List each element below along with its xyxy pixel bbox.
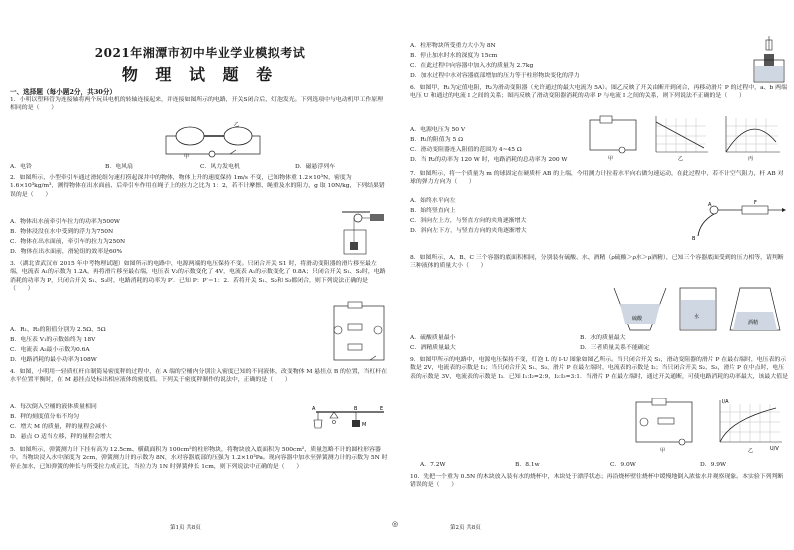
q1-option-d: D．磁悬浮列车 (295, 164, 336, 170)
q4-option-d: D．悬点 O 适当左移，秤的量程会增大 (10, 434, 112, 440)
q3-option-c: C．电流表 A₂最小示数为0.6A (10, 347, 90, 353)
exam-subtitle: 物 理 试 题 卷 (121, 65, 279, 84)
q1-option-b: B．电风扇 (105, 164, 133, 170)
q7-option-b: B．始终竖直向上 (410, 208, 456, 214)
question-1-text: 1．小明以塑料管为连接轴将两个玩具电机的转轴连接起来，并连接如图所示的电路，开关S闭合后，灯泡发光。下列选项中与电动机甲工作原理相同的是（ ） (10, 97, 384, 112)
question-8-text: 8．如图所示，A、B、C 三个容器的底面积相同，分别装有硫酸、水、酒精（ρ硫酸＞ρ水＞ρ酒精），已知三个容器底面受到的压力相等，请判断三种液体的质量大小（ ） (410, 255, 784, 270)
q6-option-d: D．当 R₂的功率为 120 W 时，电路消耗的总功率为 200 W (410, 157, 568, 163)
q3-option-d: D．电路消耗的最小功率为108W (10, 357, 97, 363)
question-5-figure (750, 36, 788, 84)
figure-label-jia: 甲 (184, 154, 190, 160)
q9-option-b: B．8.1w (515, 462, 540, 468)
q6-option-c: C．滑动变阻器连入阻值的范围为 4~45 Ω (410, 147, 522, 153)
q2-option-c: C．物体在出水面前，牵引车的拉力为250N (10, 239, 126, 245)
q9-option-c: C．9.0W (610, 462, 636, 468)
question-9-text: 9．如图甲所示的电路中，电源电压保持不变，灯泡 L 的 I-U 图象如图乙所示。当只闭合开关 S₁，滑动变阻器的滑片 P 在最右端时，电压表的示数是 2V，电流表的示数是 I₁；当只闭合开关 S₁、S₃，滑片 P 在最左端时，电流表的示数是 I₂；当只闭合开关 S₂、S₃，滑片 P 在中点时，电压表的示数是 3V，电流表的示数是 I₃．已知 I₁:I₂=2:9，I₂:I₃=3:1．当滑片 P 在最左端时，通过开关通断，可使电路消耗的功率最大，该最大值是 (410, 357, 788, 380)
question-10-text: 10．先把一个重为 0.5N 的木块放入装有水的烧杯中，木块处于漂浮状态；再沿烧杯壁往烧杯中缓慢地倒入浓盐水并观察现象。本实验下列判断错误的是（ ） (410, 474, 784, 489)
q2-option-a: A．物体出水前牵引车拉力的功率为500W (10, 219, 120, 225)
question-3-figure (330, 300, 388, 364)
container-label-alcohol: 酒精 (748, 320, 759, 326)
q7-option-c: C．斜向左上方，与竖直方向的夹角逐渐增大 (410, 218, 527, 224)
q7-option-a: A．始终水平向左 (410, 198, 456, 204)
q5-option-c: C．在此过程中向容器中加入水的质量为 2.7kg (410, 63, 534, 69)
figure-label-jia: 甲 (608, 156, 614, 162)
figure-label-jia: 甲 (660, 448, 666, 454)
q2-option-b: B．物体浸没在水中受到的浮力为750N (10, 229, 114, 235)
figure-label-e: E (380, 406, 384, 412)
figure-label-a: A (312, 406, 316, 412)
q9-option-a: A．7.2W (420, 462, 446, 468)
q4-option-c: C．增大 M 的质量，秤的量程会减小 (10, 424, 107, 430)
page-divider-mark: ◎ (392, 520, 399, 528)
q3-option-a: A．R₁、R₃的阻值分别为 2.5Ω、5Ω (10, 327, 106, 333)
q9-option-d: D．9.9W (700, 462, 727, 468)
figure-label-b: B (692, 236, 696, 242)
q5-option-d: D．加水过程中水对容器底部增加的压力等于柱形物块变化的浮力 (410, 73, 580, 79)
left-page (10, 0, 388, 550)
container-label-sulfuric-acid: 硫酸 (632, 316, 643, 322)
q8-option-b: B．水的质量最大 (580, 335, 626, 341)
section-heading: 一、选择题（每小题2分，共30分） (10, 88, 117, 96)
axis-label-i: I/A (722, 399, 729, 405)
q4-option-a: A．每次倒入空桶的液体质量相同 (10, 404, 97, 410)
container-label-water: 水 (694, 314, 700, 320)
q8-option-c: C．酒精质量最大 (410, 345, 456, 351)
question-1-figure (160, 116, 280, 160)
q7-option-d: D．斜向左下方，与竖直方向的夹角逐渐增大 (410, 228, 527, 234)
question-4-figure (310, 404, 388, 434)
figure-label-a: A (708, 202, 712, 208)
figure-label-yi: 乙 (678, 156, 684, 162)
right-page (410, 0, 788, 550)
footer-page-left: 第1页 共8页 (170, 525, 201, 531)
question-7-text: 7．如图所示，将一个质量为 m 的球固定在硬质杆 AB 的上端，今用测力计拉着水平向右做匀速运动，在此过程中，若不计空气阻力，杆 AB 对球的弹力方向为（ ） (410, 171, 784, 186)
q3-option-b: B．电压表 V₁的示数始终为 18V (10, 337, 96, 343)
question-5-text: 5．如图所示，弹簧测力计下挂有高为 12.5cm、横截面积为 100cm²的柱形物块，将物块放入底面积为 500cm²，质量忽略不计的圆柱形容器中。当物块浸入水中深度为 2cm，弹簧测力计的示数为 8N，水对容器底部的压强为 1.2×10³Pa。现向容器中加水至弹簧测力计的示数为 5N 时停止加水，已知弹簧的伸长与所受拉力成正比，当拉力为 1N 时弹簧伸长 1cm，则下列说法中正确的是（ ） (10, 447, 388, 470)
figure-label-yi: 乙 (748, 448, 754, 454)
exam-title: 2021年湘潭市初中毕业学业模拟考试 (94, 46, 306, 60)
q5-option-a: A．柱形物块所受重力大小为 8N (410, 43, 496, 49)
question-7-figure (670, 196, 788, 242)
q8-option-a: A．硫酸质量最小 (410, 335, 456, 341)
q1-option-a: A．电铃 (10, 164, 32, 170)
figure-label-b: B (354, 406, 358, 412)
q6-option-b: B．R₁的阻值为 5 Ω (410, 137, 463, 143)
q4-option-b: B．秤的刻度值分布不均匀 (10, 414, 80, 420)
q6-option-a: A．电源电压为 50 V (410, 127, 466, 133)
figure-label-m: M (362, 422, 367, 428)
question-3-text: 3．（湖北省武汉市 2015 年中考物理试题）如图所示的电路中，电源两端的电压保持不变。只闭合开关 S1 时，将滑动变阻器的滑片移至最左端，电流表 A₁的示数为 1.2A，再将滑片移至最右端，电压表 V₂的示数变化了 4V，电流表 A₁的示数变化了 0.8A；只闭合开关 S₁、S₂时，电路消耗的功率为 P，只闭合开关 S₁、S₃时，电路消耗的功率为 P′．已知 P：P′＝1：2．若将开关 S₁、S₂和 S₃都闭合，则下列说法正确的是（ ） (10, 261, 386, 293)
question-4-text: 4．如图，小明用一轻质杠杆自制简易密度秤的过程中，在 A 端的空桶内分别注入密度已知的不同液体，改变物体 M 悬挂点 B 的位置，当杠杆在水平位置平衡时，在 M 悬挂点处标出相应液体的密度值。下列关于密度秤制作的说法中，正确的是（ ） (10, 369, 388, 384)
figure-label-bing: 丙 (748, 156, 754, 162)
q1-option-c: C．风力发电机 (200, 164, 240, 170)
figure-label-f: F (754, 200, 757, 206)
footer-page-right: 第2页 共8页 (450, 525, 481, 531)
question-2-figure (340, 206, 388, 256)
q5-option-b: B．停止加水时水的深度为 15cm (410, 53, 498, 59)
q8-option-d: D．三者质量关系不能确定 (580, 345, 650, 351)
question-9-figure (630, 398, 788, 454)
question-8-figure (610, 284, 788, 334)
q2-option-d: D．物体在出水面前，滑轮组的效率是60% (10, 249, 123, 255)
question-6-text: 6．如图甲，R₁为定值电阻，R₂为滑动变阻器（允许通过的最大电流为 5A）。图乙反映了开关由断开到闭合，再移动滑片 P 的过程中，a、b 两端电压 U 和通过的电流 I 之间的关系；图丙反映了滑动变阻器消耗的功率 P 与电流 I 之间的关系，则下列说法不正确的是（ ） (410, 85, 787, 100)
axis-label-u: U/V (770, 446, 779, 452)
figure-label-o: O (332, 420, 336, 426)
question-2-text: 2．如图所示，小型牵引车通过滑轮组匀速打捞起深井中的物体，物体上升的速度保持 1m/s 不变，已知物体重 1.2×10³N，密度为 1.6×10³kg/m³，测得物体在出水面前、后牵引车作用在绳子上的拉力之比为 1：2，若不计摩擦、绳重及水的阻力，g 取 10N/kg，下列结果错误的是（ ） (10, 175, 385, 198)
question-6-figure (586, 112, 788, 164)
figure-label-yi: 乙 (234, 122, 240, 128)
